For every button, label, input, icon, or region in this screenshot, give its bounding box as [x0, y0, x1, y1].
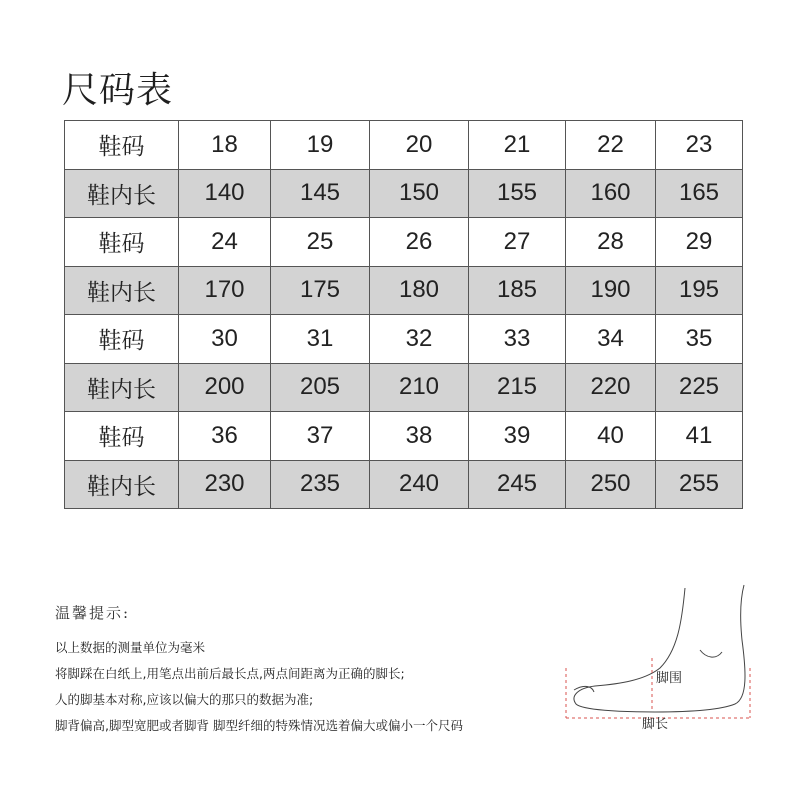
inner-length-cell: 195: [656, 266, 743, 315]
tip-line: 以上数据的测量单位为毫米: [55, 640, 206, 655]
page-title: 尺码表: [62, 70, 174, 111]
inner-length-cell: 255: [656, 460, 743, 509]
row-label: 鞋码: [65, 218, 179, 267]
shoe-size-cell: 29: [656, 218, 743, 267]
inner-length-cell: 145: [271, 169, 370, 218]
inner-length-cell: 245: [469, 460, 566, 509]
tips-section: [55, 602, 555, 739]
inner-length-cell: 205: [271, 363, 370, 412]
inner-length-cell: 230: [179, 460, 271, 509]
tip-line: 将脚踩在白纸上,用笔点出前后最长点,两点间距离为正确的脚长;: [55, 666, 405, 681]
inner-length-cell: 175: [271, 266, 370, 315]
inner-length-cell: 185: [469, 266, 566, 315]
shoe-size-cell: 19: [271, 121, 370, 170]
shoe-size-cell: 32: [370, 315, 469, 364]
tip-line: 脚背偏高,脚型宽肥或者脚背 脚型纤细的特殊情况选着偏大或偏小一个尺码: [55, 718, 463, 733]
shoe-size-cell: 37: [271, 412, 370, 461]
shoe-size-cell: 33: [469, 315, 566, 364]
row-label: 鞋码: [65, 121, 179, 170]
shoe-size-cell: 18: [179, 121, 271, 170]
inner-length-cell: 225: [656, 363, 743, 412]
inner-length-row: [65, 266, 743, 315]
length-label: 脚长: [642, 717, 669, 732]
size-table: [64, 120, 743, 509]
shoe-size-cell: 22: [566, 121, 656, 170]
inner-length-cell: 190: [566, 266, 656, 315]
inner-length-cell: 160: [566, 169, 656, 218]
shoe-size-cell: 26: [370, 218, 469, 267]
shoe-size-cell: 24: [179, 218, 271, 267]
inner-length-cell: 210: [370, 363, 469, 412]
row-label: 鞋码: [65, 315, 179, 364]
shoe-size-cell: 41: [656, 412, 743, 461]
foot-diagram: [560, 580, 760, 740]
shoe-size-row: [65, 121, 743, 170]
inner-length-cell: 165: [656, 169, 743, 218]
shoe-size-row: [65, 315, 743, 364]
inner-length-cell: 180: [370, 266, 469, 315]
inner-length-row: [65, 169, 743, 218]
inner-length-cell: 235: [271, 460, 370, 509]
inner-length-cell: 240: [370, 460, 469, 509]
shoe-size-cell: 31: [271, 315, 370, 364]
shoe-size-cell: 36: [179, 412, 271, 461]
row-label: 鞋内长: [65, 169, 179, 218]
tips-title: 温馨提示:: [55, 604, 131, 622]
shoe-size-cell: 28: [566, 218, 656, 267]
inner-length-cell: 220: [566, 363, 656, 412]
inner-length-cell: 215: [469, 363, 566, 412]
tip-line: 人的脚基本对称,应该以偏大的那只的数据为准;: [55, 692, 314, 707]
shoe-size-cell: 34: [566, 315, 656, 364]
shoe-size-cell: 21: [469, 121, 566, 170]
shoe-size-cell: 30: [179, 315, 271, 364]
inner-length-row: [65, 460, 743, 509]
inner-length-cell: 150: [370, 169, 469, 218]
shoe-size-cell: 38: [370, 412, 469, 461]
inner-length-cell: 140: [179, 169, 271, 218]
inner-length-cell: 200: [179, 363, 271, 412]
inner-length-cell: 155: [469, 169, 566, 218]
shoe-size-row: [65, 218, 743, 267]
girth-label: 脚围: [656, 671, 683, 686]
row-label: 鞋内长: [65, 363, 179, 412]
inner-length-cell: 170: [179, 266, 271, 315]
shoe-size-cell: 40: [566, 412, 656, 461]
shoe-size-cell: 35: [656, 315, 743, 364]
shoe-size-cell: 23: [656, 121, 743, 170]
row-label: 鞋码: [65, 412, 179, 461]
shoe-size-cell: 39: [469, 412, 566, 461]
inner-length-cell: 250: [566, 460, 656, 509]
shoe-size-cell: 27: [469, 218, 566, 267]
shoe-size-row: [65, 412, 743, 461]
row-label: 鞋内长: [65, 266, 179, 315]
inner-length-row: [65, 363, 743, 412]
foot-outline: [574, 585, 745, 712]
row-label: 鞋内长: [65, 460, 179, 509]
shoe-size-cell: 25: [271, 218, 370, 267]
shoe-size-cell: 20: [370, 121, 469, 170]
